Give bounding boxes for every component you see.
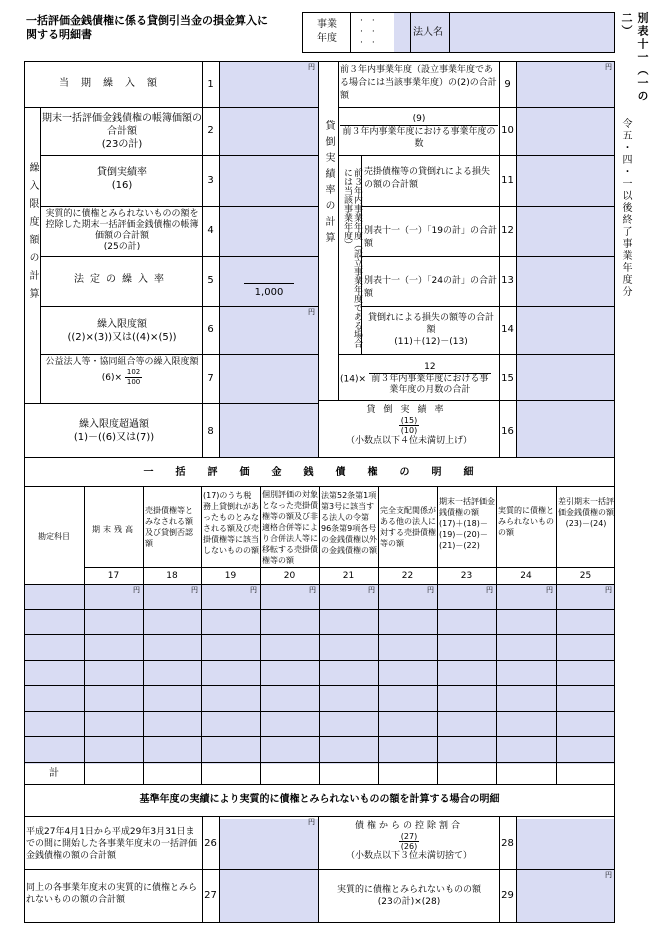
line-no-3: 3 — [207, 175, 214, 186]
yen-unit: 円 — [486, 586, 493, 594]
yen-unit: 円 — [605, 63, 612, 71]
line-no-13: 13 — [501, 275, 514, 286]
form-title: 一括評価金銭債権に係る貸倒引当金の損金算入に 関する明細書 — [26, 14, 268, 41]
line-no-12: 12 — [501, 225, 514, 236]
table-row — [24, 711, 615, 712]
year-dots: · · · · · · — [360, 16, 375, 48]
col-no-23: 23 — [460, 571, 473, 581]
col-header-23: 期末一括評価金銭債権の額 (17)＋(18)－(19)－(20)－(21)－(22) — [439, 497, 495, 550]
line-no-2: 2 — [207, 125, 214, 136]
row-16-label: 貸倒実績率 $\frac{(15)}{(10)}$ （小数点以下４位未満切上げ） — [345, 405, 472, 446]
left-group-label: 繰入限度額の計算 — [27, 162, 38, 306]
total-label: 計 — [49, 768, 59, 779]
row-11-label: 売掛債権等の貸倒れによる損失の額の合計額 — [364, 167, 491, 190]
yen-unit: 円 — [605, 586, 612, 594]
line-no-9: 9 — [504, 79, 511, 90]
line-no-15: 15 — [501, 373, 514, 384]
line-no-29: 29 — [501, 890, 514, 901]
col-no-24: 24 — [520, 571, 532, 581]
line-no-5: 5 — [207, 275, 214, 286]
yen-unit: 円 — [309, 586, 316, 594]
table-title: 一括評価金銭債権の明細 — [143, 467, 496, 478]
line-no-14: 14 — [501, 324, 514, 335]
row-5-label: 法定の繰入率 — [74, 274, 170, 285]
row-10-label: $\frac{(9)}{\text{前３年内事業年度における事業年度の数}}$ — [340, 113, 498, 150]
row-2-label: 期末一括評価金銭債権の帳簿価額の合計額 (23の計) — [42, 113, 202, 150]
col-no-22: 22 — [401, 571, 414, 581]
row-13-label: 別表十一（一）「24の計」の合計額 — [364, 276, 497, 299]
corp-label: 法人名 — [413, 27, 443, 38]
yen-unit: 円 — [308, 308, 315, 316]
row-28-label: 債権からの控除割合 $\frac{(27)}{(26)}$ （小数点以下３位未満切捨て） — [345, 821, 472, 861]
right-group-label: 貸倒実績率の計算 — [323, 120, 334, 248]
yen-unit: 円 — [308, 818, 315, 826]
row-5-value: 1,000 — [244, 283, 294, 298]
yen-unit: 円 — [308, 63, 315, 71]
line-no-1: 1 — [207, 79, 214, 90]
year-label: 事業 年度 — [317, 19, 337, 44]
col-no-21: 21 — [342, 571, 355, 581]
row-26-label: 平成27年4月1日から平成29年3月31日までの間に開始した各事業年度末の一括評価金銭債権の額の合計額 — [26, 827, 198, 861]
yen-unit: 円 — [191, 586, 198, 594]
row-29-label: 実質的に債権とみられないものの額 (23の計)×(28) — [336, 885, 481, 907]
col-header-22: 完全支配関係がある他の法人に対する売掛債権等の額 — [380, 506, 436, 548]
line-no-26: 26 — [204, 838, 217, 849]
line-no-16: 16 — [501, 426, 514, 437]
col-no-25: 25 — [579, 571, 592, 581]
table-row — [24, 685, 615, 686]
col-header-21: 法第52条第1項第3号に該当する法人の令第96条第9項各号の金銭債権以外の金銭債権の額 — [321, 491, 377, 555]
line-no-7: 7 — [207, 373, 214, 384]
form-tag: 別表十一（一の二） — [620, 12, 649, 103]
col-no-19: 19 — [224, 571, 237, 581]
col-header-25: 差引期末一括評価金銭債権の額 (23)－(24) — [558, 497, 614, 528]
line-no-6: 6 — [207, 324, 214, 335]
row-7-label: 公益法人等・協同組合等の繰入限度額 (6)× $\frac{102}{100}$ — [45, 357, 199, 386]
table-row — [24, 660, 615, 661]
col-header-24: 実質的に債権とみられないものの額 — [498, 506, 554, 537]
line-no-11: 11 — [501, 175, 514, 186]
yen-unit: 円 — [133, 586, 140, 594]
col-header-20: 個別評価の対象となった売掛債権等の額及び非適格合併等により合併法人等に移転する売掛債権等の額 — [262, 490, 318, 565]
table-row — [24, 762, 615, 763]
row-14-label: 貸倒れによる損失の額等の合計額 (11)＋(12)－(13) — [367, 313, 494, 347]
line-no-10: 10 — [501, 125, 514, 136]
col-no-18: 18 — [166, 571, 178, 581]
yen-unit: 円 — [605, 871, 612, 879]
line-no-8: 8 — [207, 426, 214, 437]
row-3-label: 貸倒実績率 (16) — [97, 167, 147, 191]
col-header-17: 期末残高 — [92, 525, 136, 534]
table-row — [24, 609, 615, 610]
col-header-19: (17)のうち税務上貸倒れがあったものとみなされる額及び売掛債権等に該当しないものの額 — [203, 491, 259, 555]
yen-unit: 円 — [427, 586, 434, 594]
line-no-27: 27 — [204, 890, 217, 901]
prior-years-label: 前３年内事業年度（設立事業年度である場合には当該事業年度） — [342, 168, 362, 348]
line-no-4: 4 — [207, 225, 214, 236]
row-12-label: 別表十一（一）「19の計」の合計額 — [364, 226, 497, 249]
row-4-label: 実質的に債権とみられないものの額を控除した期末一括評価金銭債権の帳簿価額の合計額 (25の計) — [45, 209, 199, 252]
col-header-18: 売掛債権等とみなされる額及び貸倒否認額 — [145, 506, 193, 548]
col-no-17: 17 — [107, 571, 120, 581]
row-9-label: 前３年内事業年度（設立事業年度である場合には当該事業年度）の(2)の合計額 — [340, 65, 497, 101]
row-15-label: (14)× $\frac{12}{\text{前３年内事業年度における事業年度の月数の合計}}$ — [340, 362, 498, 396]
row-6-label: 繰入限度額 ((2)×(3))又は((4)×(5)) — [67, 319, 177, 343]
row-1-label: 当期繰入額 — [59, 78, 169, 89]
table-row — [24, 736, 615, 737]
col-no-20: 20 — [283, 571, 296, 581]
col-header-account: 勘定科目 — [38, 532, 70, 541]
yen-unit: 円 — [368, 586, 375, 594]
row-27-label: 同上の各事業年度末の実質的に債権とみられないものの額の合計額 — [26, 883, 198, 905]
yen-unit: 円 — [250, 586, 257, 594]
line-no-28: 28 — [501, 838, 514, 849]
row-8-label: 繰入限度超過額 (1)－((6)又は(7)) — [73, 419, 155, 443]
bottom-title: 基準年度の実績により実質的に債権とみられないものの額を計算する場合の明細 — [139, 794, 500, 805]
yen-unit: 円 — [546, 586, 553, 594]
form-date: 令五・四・一以後終了事業年度分 — [620, 118, 631, 298]
table-row — [24, 634, 615, 635]
